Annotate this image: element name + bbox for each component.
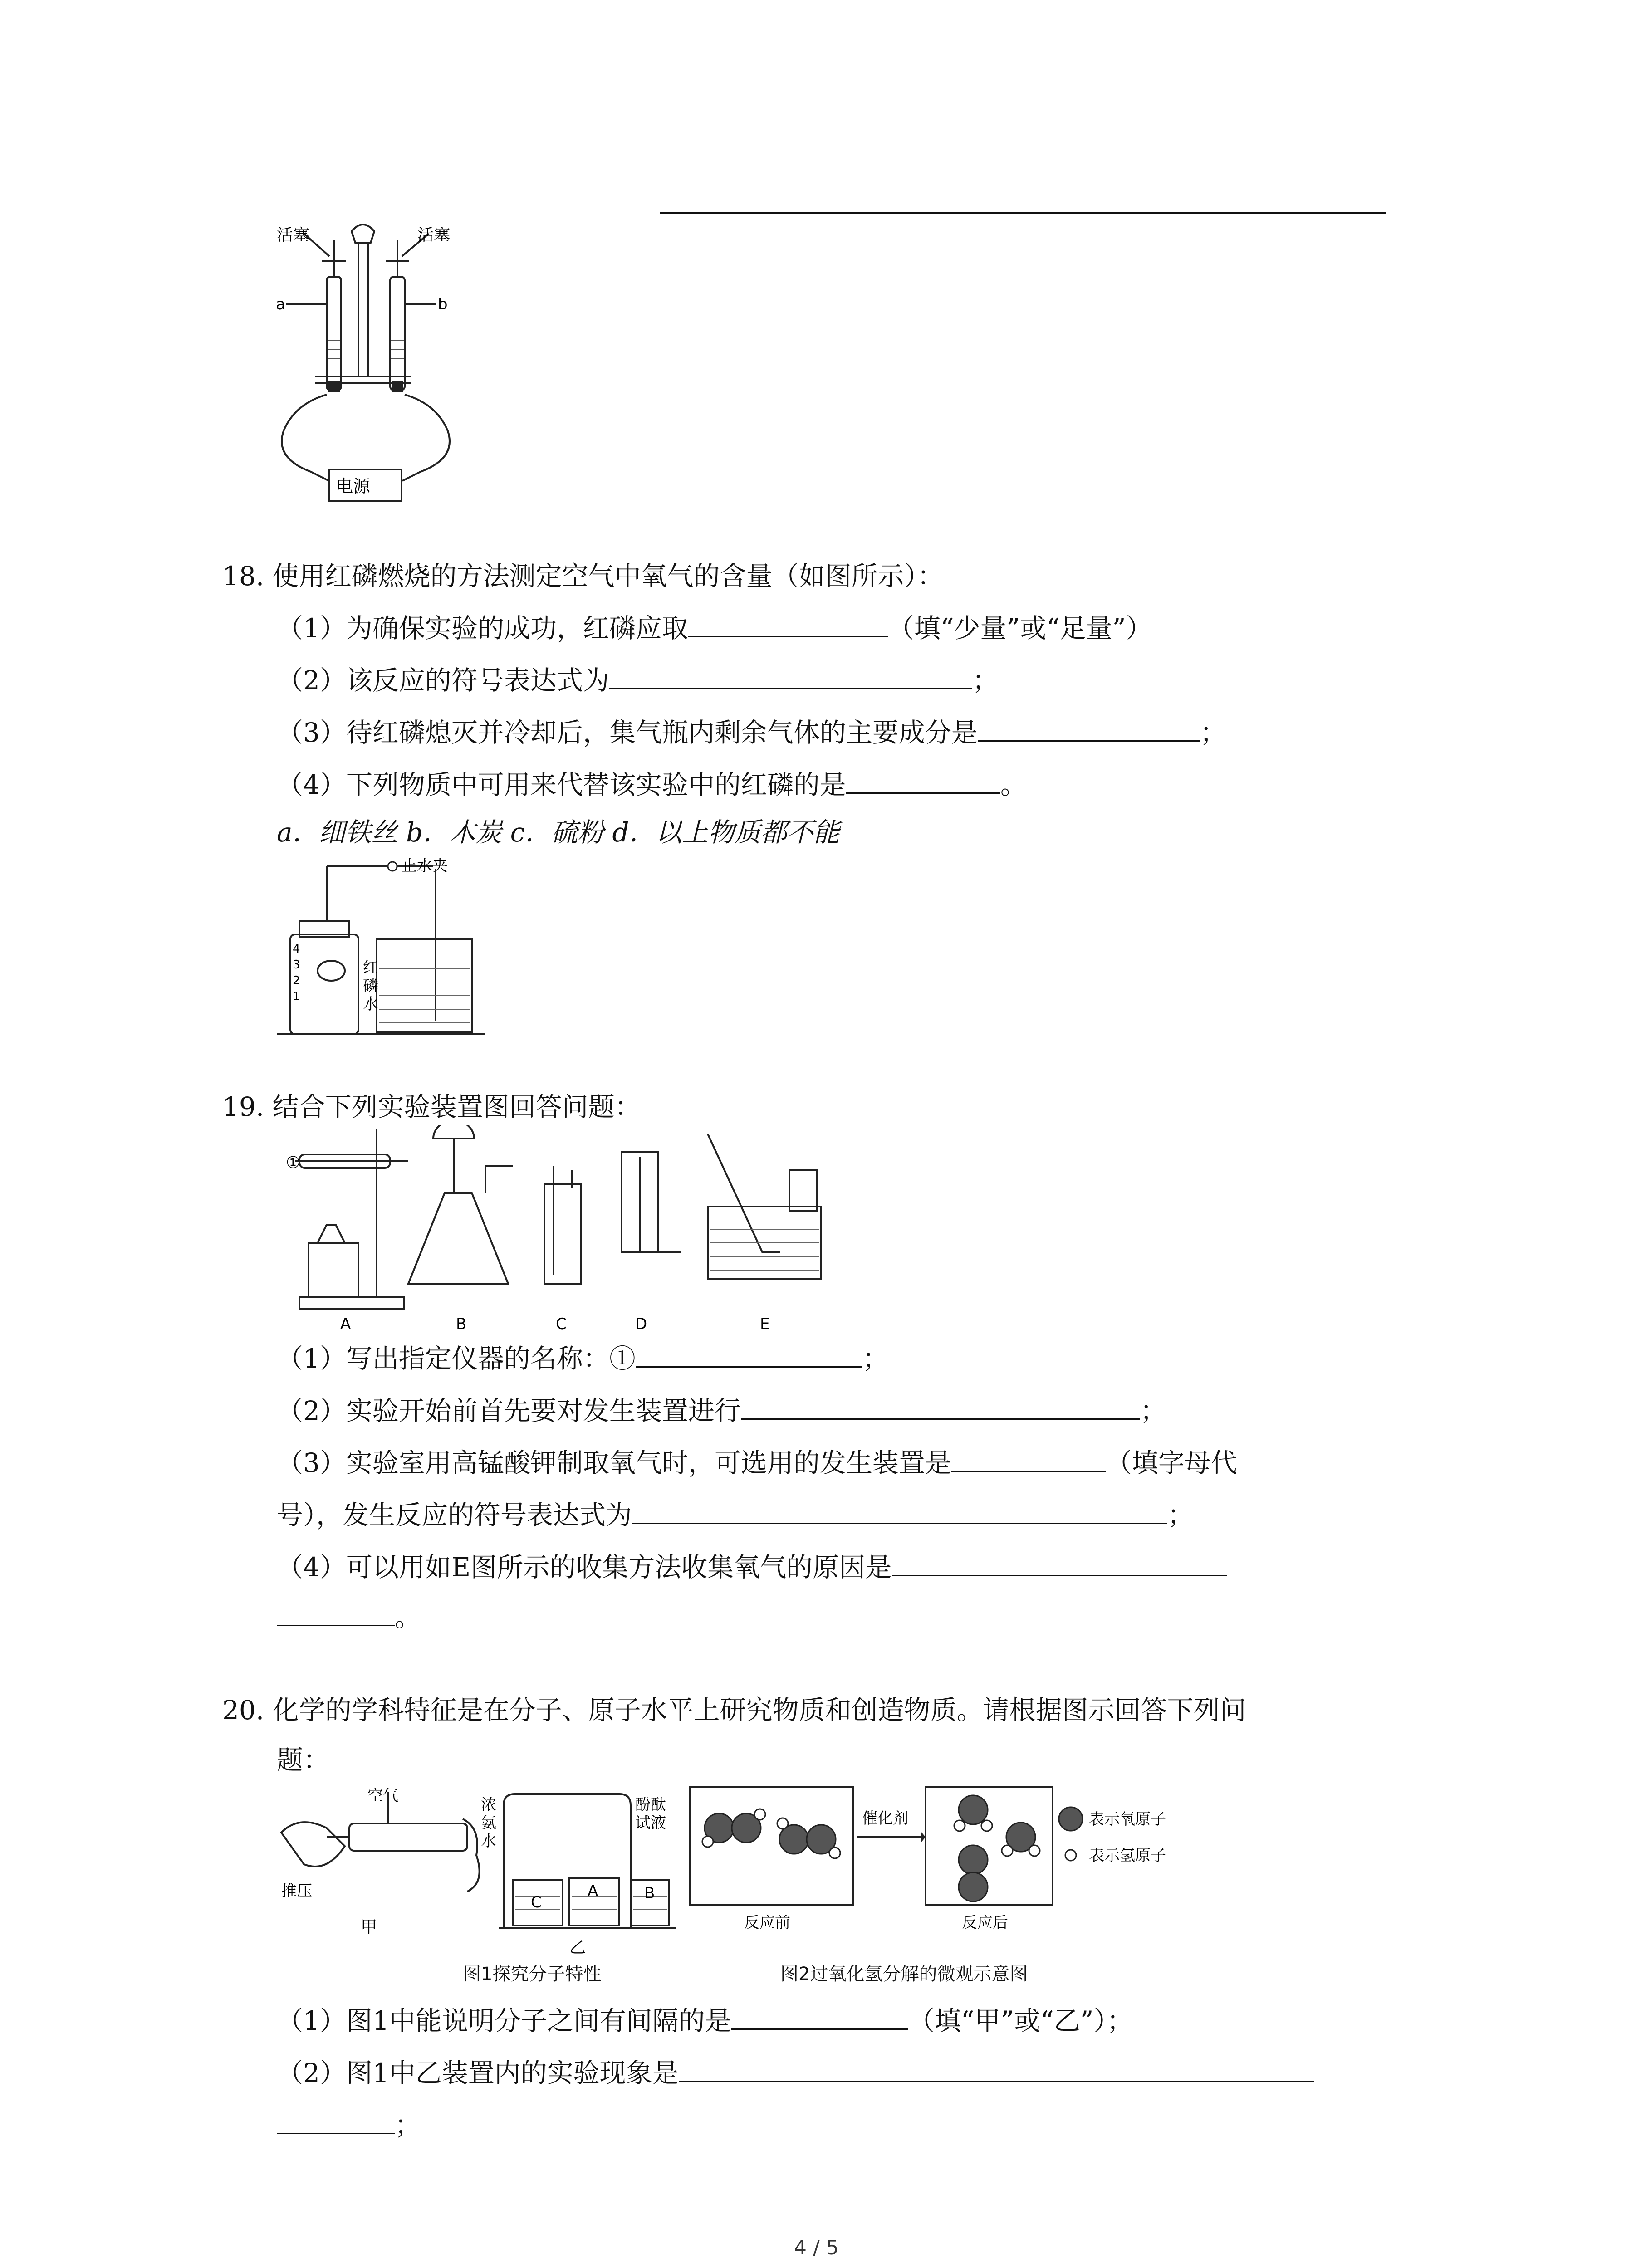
q20-answer-blank-2b[interactable]	[277, 2106, 395, 2134]
jia-label: 甲	[361, 1918, 377, 1936]
q19-part1-end: ；	[862, 1343, 889, 1374]
q19-part3	[277, 1442, 1237, 1483]
conc-ammonia-char-3: 水	[481, 1832, 496, 1850]
q18-part4-end: 。	[1000, 769, 1027, 800]
q19-part1	[277, 1338, 889, 1379]
stopcock-label-left: 活塞	[277, 226, 310, 244]
push-label: 推压	[281, 1882, 312, 1900]
q18-answer-blank-3[interactable]	[978, 713, 1200, 742]
q19-part4-line2	[277, 1597, 421, 1637]
beaker-b-label: B	[644, 1884, 655, 1902]
air-label: 空气	[367, 1787, 398, 1805]
q19-answer-blank-4b[interactable]	[277, 1598, 395, 1626]
q19-part4-end: 。	[395, 1602, 421, 1633]
q20-part1-text: （1）图1中能说明分子之间有间隔的是	[277, 2005, 731, 2036]
water-label: 水	[363, 995, 378, 1013]
clamp-label: 止水夹	[402, 857, 448, 875]
q18-part3-text: （3）待红磷熄灭并冷却后，集气瓶内剩余气体的主要成分是	[277, 717, 978, 748]
stopcock-label-right: 活塞	[417, 226, 451, 244]
q19-stem: 19. 结合下列实验装置图回答问题：	[222, 1091, 641, 1122]
q19-answer-blank-4a[interactable]	[892, 1548, 1227, 1576]
q20-answer-blank-2a[interactable]	[679, 2053, 1314, 2082]
apparatus-label-e: E	[760, 1315, 770, 1333]
figure1-caption: 图1探究分子特性	[463, 1964, 602, 1984]
figure2-caption: 图2过氧化氢分解的微观示意图	[780, 1964, 1028, 1984]
scale-1: 1	[293, 990, 300, 1003]
q19-answer-blank-1[interactable]	[636, 1339, 862, 1368]
q20-part2-line2	[277, 2105, 421, 2146]
q18-answer-blank-4[interactable]	[846, 765, 1000, 794]
q20-part2-text: （2）图1中乙装置内的实验现象是	[277, 2058, 679, 2088]
q20-stem-line1: 20. 化学的学科特征是在分子、原子水平上研究物质和创造物质。请根据图示回答下列问	[222, 1695, 1246, 1725]
q18-part2-text: （2）该反应的符号表达式为	[277, 665, 609, 696]
q18-part2	[277, 660, 999, 701]
lab-apparatus-figure	[272, 1125, 871, 1334]
q19-part1-text: （1）写出指定仪器的名称：①	[277, 1343, 636, 1374]
phenolphthalein-line-2: 试液	[635, 1814, 666, 1832]
q18-stem: 18. 使用红磷燃烧的方法测定空气中氧气的含量（如图所示）：	[222, 561, 944, 591]
q18-part1	[277, 608, 1152, 649]
q19-answer-blank-3a[interactable]	[951, 1443, 1106, 1472]
q20-part1	[277, 2000, 1133, 2041]
q18-part1-text: （1）为确保实验的成功，红磷应取	[277, 613, 688, 644]
before-reaction-label: 反应前	[744, 1914, 790, 1932]
q18-part3	[277, 712, 1226, 753]
q18-options: a．细铁丝 b．木炭 c．硫粉 d．以上物质都不能	[277, 817, 840, 848]
q20-part2	[277, 2053, 1314, 2093]
q18-answer-blank-2[interactable]	[609, 661, 972, 689]
hydrogen-legend-label: 表示氢原子	[1089, 1847, 1166, 1865]
q19-part4	[277, 1547, 1227, 1588]
q18-part3-end: ；	[1200, 717, 1226, 748]
q19-part2-text: （2）实验开始前首先要对发生装置进行	[277, 1395, 741, 1426]
electrolysis-figure	[272, 213, 463, 508]
answer-line-top	[660, 212, 1386, 214]
catalyst-label: 催化剂	[862, 1809, 908, 1828]
beaker-c-label: C	[531, 1893, 542, 1911]
tube-label-a: a	[276, 295, 285, 313]
q18-part1-hint: （填“少量”或“足量”）	[887, 613, 1152, 644]
q20-stem-line2: 题：	[277, 1745, 330, 1775]
apparatus-label-b: B	[456, 1315, 467, 1333]
q19-part3-text: （3）实验室用高锰酸钾制取氧气时，可选用的发生装置是	[277, 1447, 951, 1478]
q20-answer-blank-1[interactable]	[731, 2001, 908, 2030]
tube-label-b: b	[438, 295, 448, 313]
molecule-figure	[272, 1783, 1234, 1982]
red-phosphorus-figure	[272, 857, 635, 1048]
page-number: 4 / 5	[794, 2236, 839, 2259]
q20-part2-end: ；	[395, 2110, 421, 2141]
q19-part2	[277, 1390, 1166, 1431]
oxygen-legend-label: 表示氧原子	[1089, 1810, 1166, 1828]
phosphorus-label: 磷	[363, 977, 378, 995]
q19-part2-end: ；	[1140, 1395, 1166, 1426]
scale-3: 3	[293, 958, 300, 972]
q18-answer-blank-1[interactable]	[688, 609, 888, 637]
q18-part4	[277, 764, 1027, 805]
q19-answer-blank-3b[interactable]	[632, 1496, 1167, 1524]
q18-part2-end: ；	[972, 665, 999, 696]
beaker-a-label: A	[588, 1882, 598, 1900]
red-label: 红	[363, 959, 378, 977]
scale-2: 2	[293, 974, 300, 987]
power-source-label: 电源	[336, 476, 371, 496]
after-reaction-label: 反应后	[962, 1914, 1008, 1932]
q19-answer-blank-2[interactable]	[741, 1391, 1140, 1420]
q18-part4-text: （4）下列物质中可用来代替该实验中的红磷的是	[277, 769, 846, 800]
q19-part3-hint: （填字母代	[1105, 1447, 1237, 1478]
apparatus-label-a: A	[340, 1315, 351, 1333]
conc-ammonia-char-1: 浓	[481, 1796, 496, 1814]
scale-4: 4	[293, 942, 300, 956]
apparatus-label-d: D	[635, 1315, 647, 1333]
q19-part3-line2-text: 号），发生反应的符号表达式为	[277, 1500, 632, 1530]
q20-part1-hint: （填“甲”或“乙”）；	[908, 2005, 1133, 2036]
phenolphthalein-line-1: 酚酞	[635, 1796, 666, 1814]
apparatus-label-c: C	[556, 1315, 567, 1333]
q19-part3-end: ；	[1167, 1500, 1194, 1530]
yi-label: 乙	[569, 1938, 586, 1957]
instrument-1-marker: ①	[286, 1154, 301, 1172]
q19-part4-text: （4）可以用如E图所示的收集方法收集氧气的原因是	[277, 1552, 892, 1583]
conc-ammonia-char-2: 氨	[481, 1814, 496, 1832]
q19-part3-line2	[277, 1495, 1194, 1535]
